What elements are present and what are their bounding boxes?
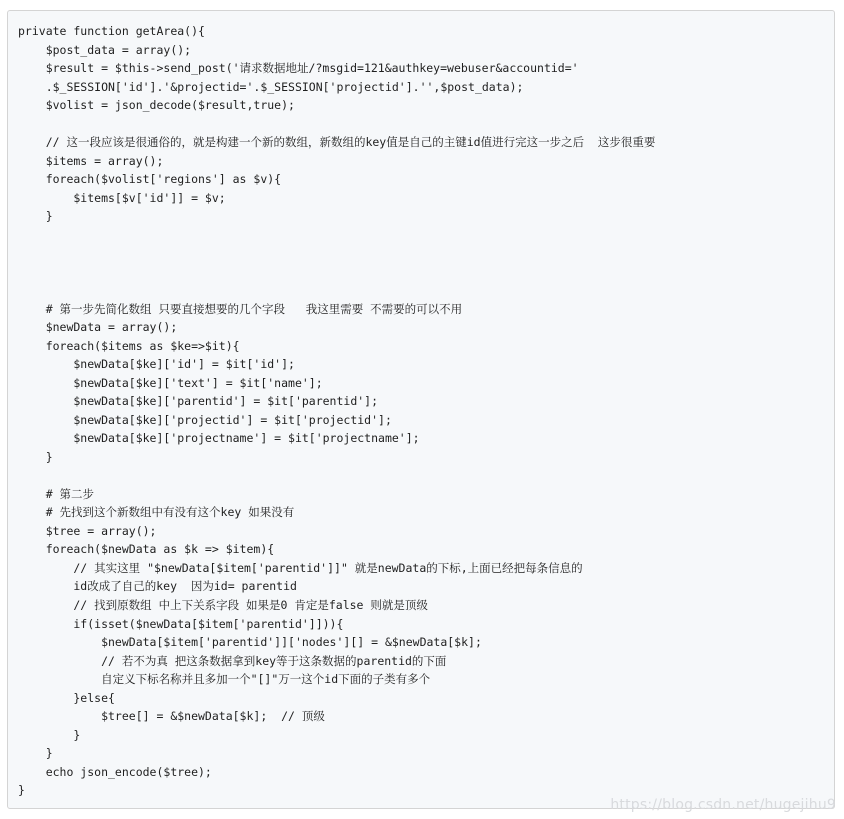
code-line: id改成了自己的key 因为id= parentid	[18, 579, 297, 594]
watermark: https://blog.csdn.net/hugejihu9	[610, 797, 836, 813]
code-line: $tree = array();	[18, 523, 157, 538]
code-line: }	[18, 746, 53, 761]
code-content	[18, 22, 655, 800]
code-line: $newData[$ke]['projectname'] = $it['projectname'];	[18, 431, 420, 446]
code-line: $newData[$item['parentid']]['nodes'][] = &$newData[$k];	[18, 635, 482, 650]
code-line: // 这一段应该是很通俗的，就是构建一个新的数组，新数组的key值是自己的主键id值进行完这一步之后 这步很重要	[18, 135, 656, 150]
code-line: $tree[] = &$newData[$k]; // 顶级	[18, 709, 325, 724]
code-line: foreach($newData as $k => $item){	[18, 542, 275, 557]
code-line: // 若不为真 把这条数据拿到key等于这条数据的parentid的下面	[18, 653, 447, 668]
code-line: }	[18, 727, 81, 742]
code-line	[18, 281, 655, 300]
code-line	[18, 263, 655, 282]
code-line: .$_SESSION['id'].'&projectid='.$_SESSION['projectid'].'',$post_data);	[18, 79, 524, 94]
code-line	[18, 226, 655, 245]
code-line: if(isset($newData[$item['parentid']])){	[18, 616, 344, 631]
code-line: # 第二步	[18, 486, 95, 501]
code-line: $items[$v['id']] = $v;	[18, 190, 226, 205]
code-line: private function getArea(){	[18, 24, 205, 38]
code-line	[18, 115, 655, 134]
code-line: $newData[$ke]['projectid'] = $it['projectid'];	[18, 412, 392, 427]
code-line: // 其实这里 "$newData[$item['parentid']]" 就是newData的下标,上面已经把每条信息的	[18, 560, 583, 575]
code-line: $items = array();	[18, 153, 164, 168]
code-line: $newData[$ke]['id'] = $it['id'];	[18, 357, 295, 372]
code-line: # 先找到这个新数组中有没有这个key 如果没有	[18, 505, 295, 520]
code-line: echo json_encode($tree);	[18, 764, 212, 779]
code-line	[18, 244, 655, 263]
code-line: foreach($volist['regions'] as $v){	[18, 172, 282, 187]
code-line: $volist = json_decode($result,true);	[18, 98, 295, 113]
code-line: $post_data = array();	[18, 42, 192, 57]
code-line	[18, 466, 655, 485]
code-line: # 第一步先简化数组 只要直接想要的几个字段 我这里需要 不需要的可以不用	[18, 301, 463, 316]
code-line: 自定义下标名称并且多加一个"[]"万一这个id下面的子类有多个	[18, 672, 431, 687]
code-line: $newData[$ke]['text'] = $it['name'];	[18, 375, 323, 390]
code-line: $newData[$ke]['parentid'] = $it['parentid'];	[18, 394, 379, 409]
code-line: }	[18, 783, 25, 798]
code-line: }	[18, 209, 53, 224]
code-line: $newData = array();	[18, 320, 178, 335]
code-line: // 找到原数组 中上下关系字段 如果是0 肯定是false 则就是顶级	[18, 597, 428, 612]
code-line: }else{	[18, 690, 115, 705]
code-line: $result = $this->send_post('请求数据地址/?msgid=121&authkey=webuser&accountid='	[18, 61, 579, 76]
code-line: foreach($items as $ke=>$it){	[18, 338, 240, 353]
code-line: }	[18, 449, 53, 464]
code-block	[7, 10, 835, 809]
